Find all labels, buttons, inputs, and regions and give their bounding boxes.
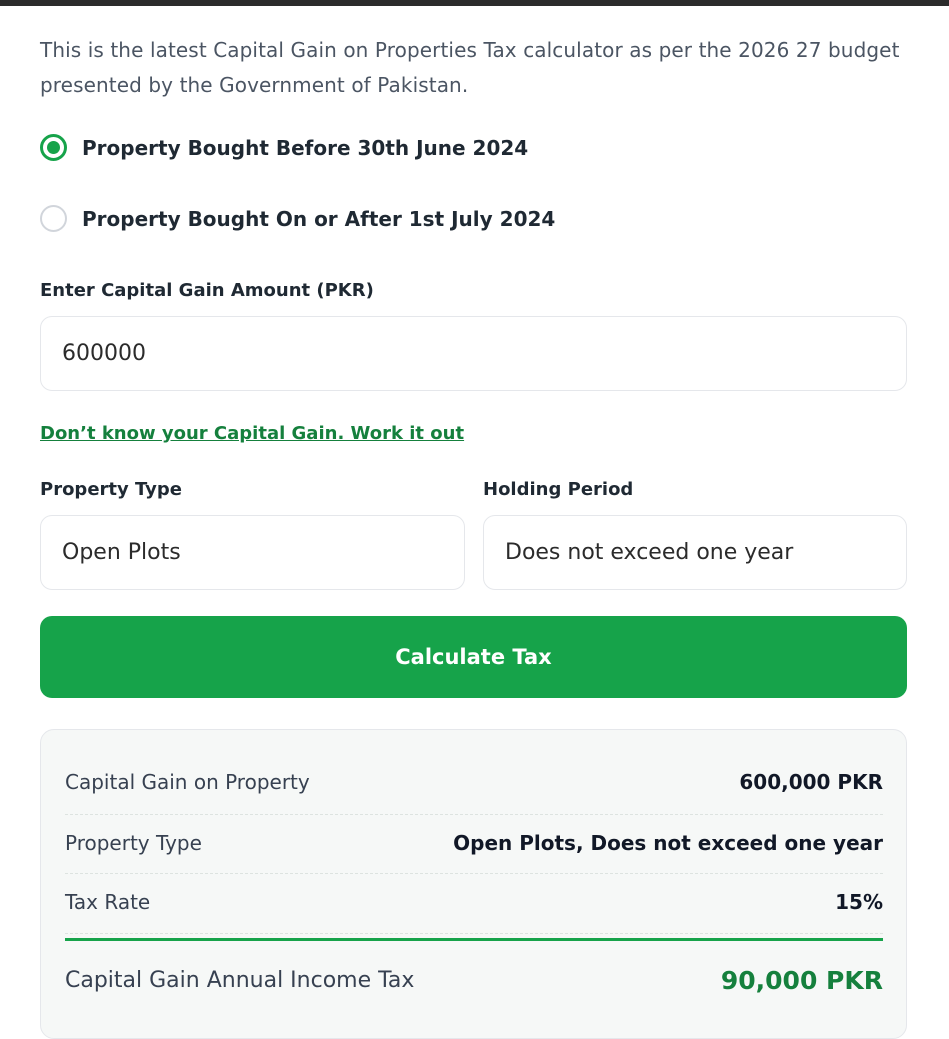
result-label: Property Type	[65, 831, 202, 855]
radio-unchecked-icon[interactable]	[40, 205, 67, 232]
radio-label: Property Bought On or After 1st July 2024	[82, 206, 556, 231]
row-divider	[65, 814, 883, 815]
row-divider	[65, 933, 883, 934]
result-value: Open Plots, Does not exceed one year	[453, 831, 883, 855]
top-bar	[0, 0, 949, 6]
radio-option-before-june-2024[interactable]	[40, 134, 528, 161]
property-type-label: Property Type	[40, 479, 182, 500]
result-row-capital-gain	[65, 770, 883, 794]
total-tax-label: Capital Gain Annual Income Tax	[65, 968, 415, 993]
result-value: 600,000 PKR	[739, 770, 883, 794]
capital-gain-amount-input[interactable]: 600000	[40, 316, 907, 391]
radio-option-after-july-2024[interactable]	[40, 205, 555, 232]
result-row-tax-rate	[65, 890, 883, 914]
row-divider	[65, 873, 883, 874]
property-type-select[interactable]: Open Plots	[40, 515, 465, 590]
holding-period-select[interactable]: Does not exceed one year	[483, 515, 907, 590]
result-value: 15%	[835, 890, 883, 914]
result-label: Capital Gain on Property	[65, 770, 310, 794]
total-divider	[65, 938, 883, 941]
radio-checked-icon[interactable]	[40, 134, 67, 161]
holding-period-label: Holding Period	[483, 479, 634, 500]
radio-label: Property Bought Before 30th June 2024	[82, 135, 529, 160]
result-label: Tax Rate	[65, 890, 151, 914]
intro-text: This is the latest Capital Gain on Properties Tax calculator as per the 2026 27 budget presented by the Government of Pakistan.	[40, 38, 900, 97]
result-row-property-type	[65, 831, 883, 855]
results-panel	[40, 729, 907, 1039]
result-row-total-tax	[65, 966, 883, 995]
calculate-tax-button[interactable]: Calculate Tax	[40, 616, 907, 698]
capital-gain-amount-label: Enter Capital Gain Amount (PKR)	[40, 280, 374, 301]
work-out-capital-gain-link[interactable]: Don’t know your Capital Gain. Work it out	[40, 423, 465, 444]
total-tax-value: 90,000 PKR	[720, 966, 883, 995]
